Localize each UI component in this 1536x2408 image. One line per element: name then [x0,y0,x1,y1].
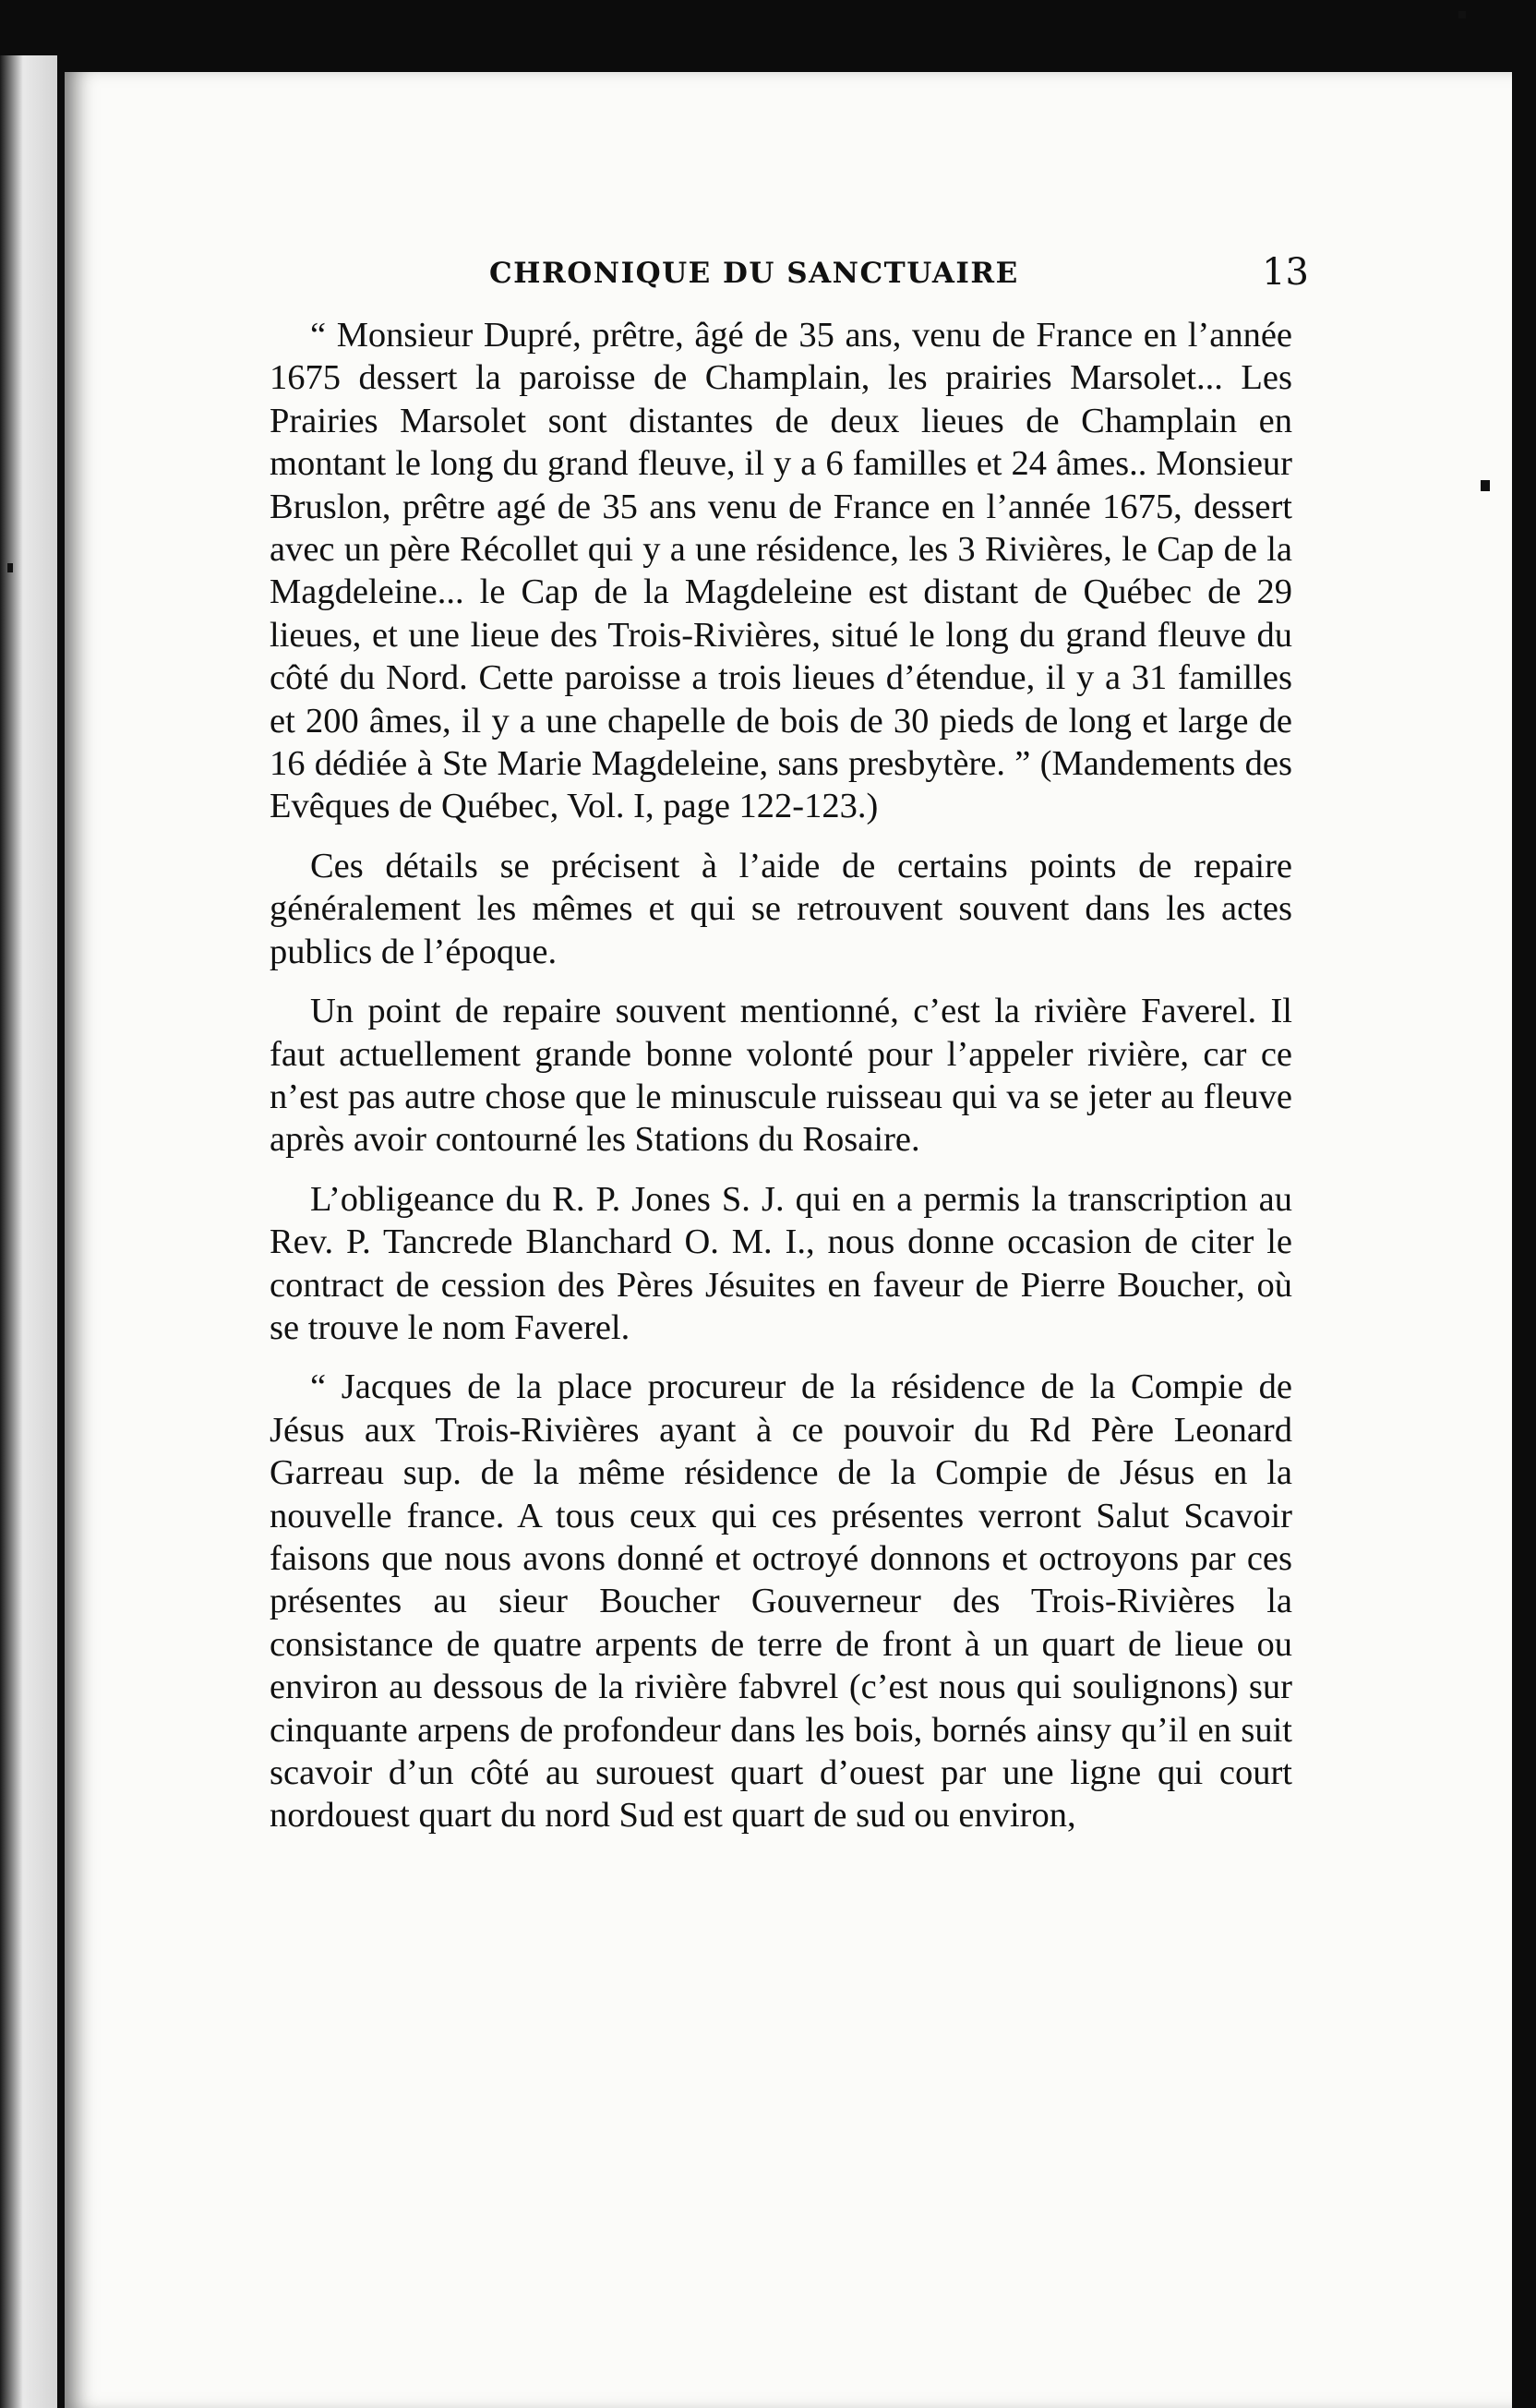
scan-speck [1458,11,1466,18]
page-number: 13 [1262,251,1309,294]
scan-speck [7,563,13,572]
running-head: CHRONIQUE DU SANCTUAIRE [489,257,1019,290]
paragraph-4: L’obligeance du R. P. Jones S. J. qui en a permis la transcription au Rev. P. Tancrede Blanchard O. M. I., nous donne occasion de citer le contract de cession des Pères Jésuites en faveur de Pierre Boucher, où se trouve le nom Faverel. [270,1179,1292,1347]
scan-speck [1481,480,1490,491]
page-header [284,251,1309,307]
paragraph-5: “ Jacques de la place procureur de la résidence de la Compie de Jésus aux Trois-Rivières ayant à ce pouvoir du Rd Père Leonard Garreau sup. de la même résidence de la Compie de Jésus en la nouvelle france. A tous ceux qui ces présentes verront Salut Scavoir faisons que nous avons donné et octroyé donnons et octroyons par ces présentes au sieur Boucher Gouverneur des Trois-Rivières la consistance de quatre arpents de terre de front à un quart de lieue ou environ au dessous de la rivière fabvrel (c’est nous qui soulignons) sur cinquante arpens de profondeur dans les bois, bornés ainsy qu’il en suit scavoir d’un côté au surouest quart d’ouest par une ligne qui court nordouest quart du nord Sud est quart de sud ou environ, [270,1367,1292,1836]
paragraph-3: Un point de repaire souvent mentionné, c’est la rivière Faverel. Il faut actuellement grande bonne volonté pour l’appeler rivière, car ce n’est pas autre chose que le minuscule ruisseau qui va se jeter au fleuve après avoir contourné les Stations du Rosaire. [270,992,1292,1160]
body-text [270,314,1292,1854]
paragraph-1: “ Monsieur Dupré, prêtre, âgé de 35 ans, venu de France en l’année 1675 dessert la paroisse de Champlain, les prairies Marsolet... Les Prairies Marsolet sont distantes de deux lieues de Champlain en montant le long du grand fleuve, il y a 6 familles et 24 âmes.. Monsieur Bruslon, prêtre agé de 35 ans venu de France en l’année 1675, dessert avec un père Récollet qui y a une résidence, les 3 Rivières, le Cap de la Magdeleine... le Cap de la Magdeleine est distant de Québec de 29 lieues, et une lieue des Trois-Rivières, situé le long du grand fleuve du côté du Nord. Cette paroisse a trois lieues d’étendue, il y a 31 familles et 200 âmes, il y a une chapelle de bois de 30 pieds de long et large de 16 dédiée à Ste Marie Magdeleine, sans presbytère. ” (Mandements des Evêques de Québec, Vol. I, page 122-123.) [270,316,1292,826]
book-binding-edge [0,55,57,2408]
paragraph-2: Ces détails se précisent à l’aide de certains points de repaire généralement les mêmes et qui se retrouvent souvent dans les actes publics de l’époque. [270,846,1292,971]
